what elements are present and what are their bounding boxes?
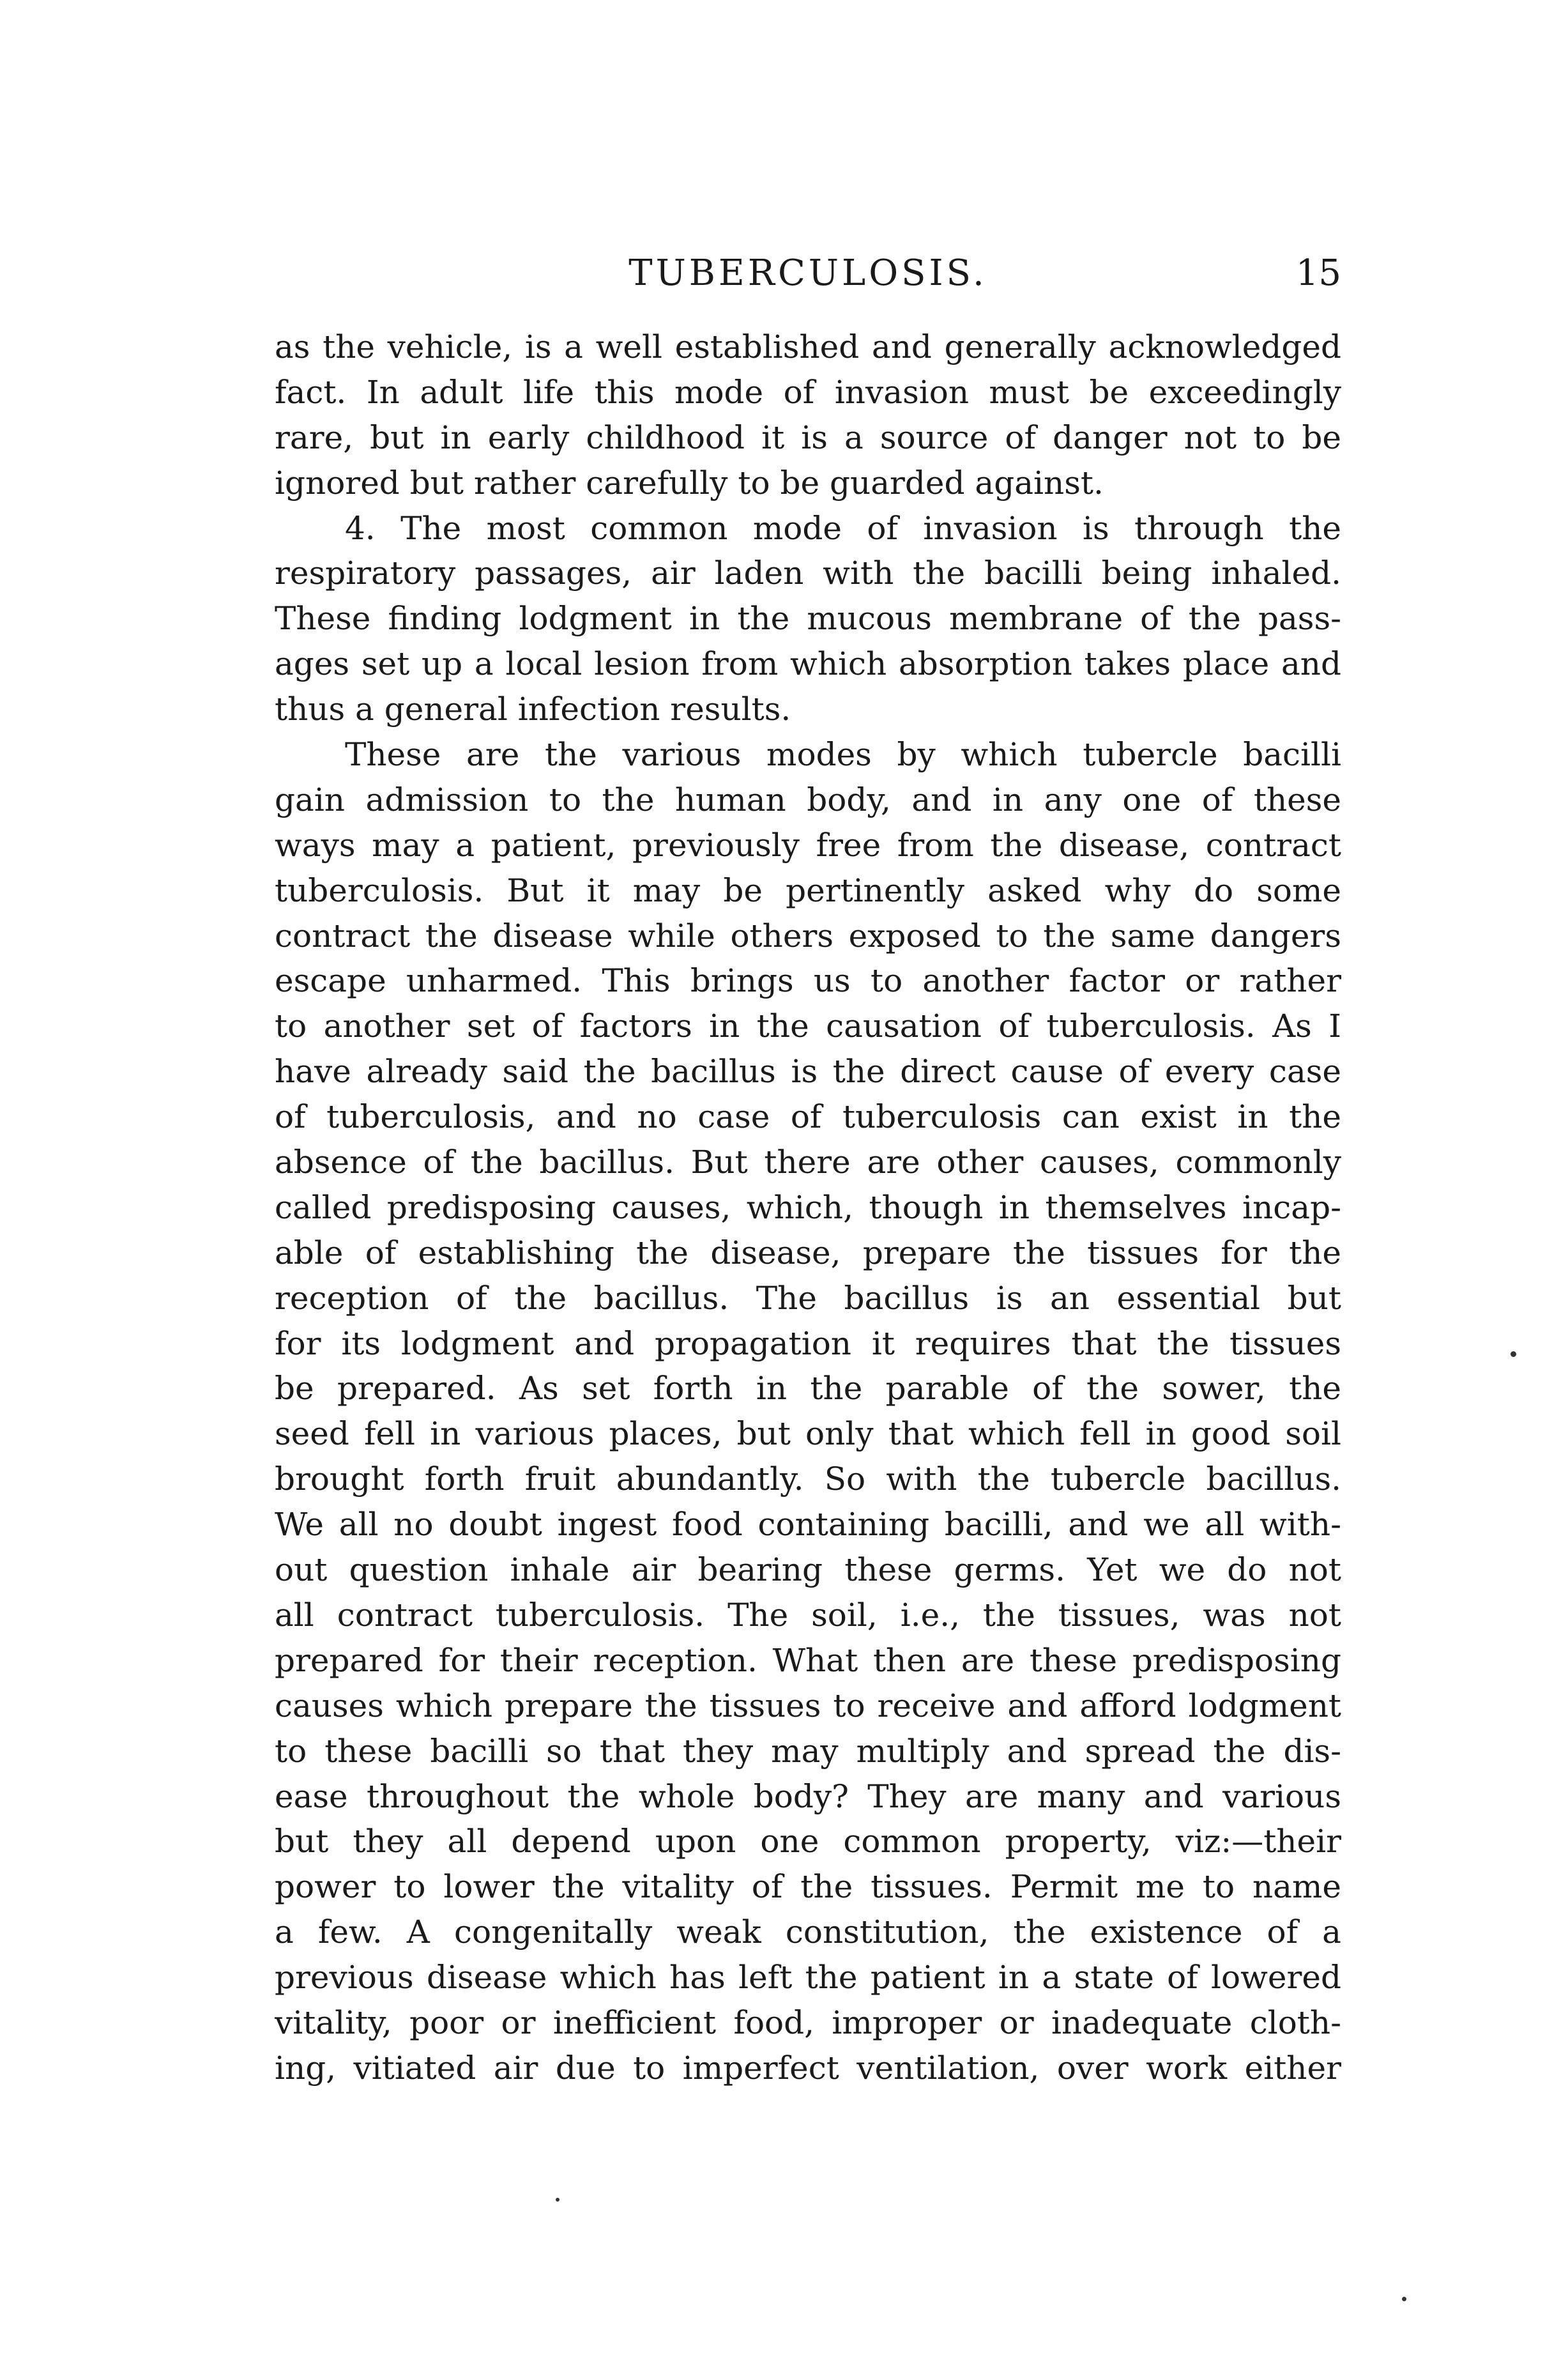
text-line: ignored but rather carefully to be guarded against. xyxy=(275,464,1104,502)
text-line: be prepared. As set forth in the parable of the sower, the xyxy=(275,1370,1341,1407)
text-line: gain admission to the human body, and in any one of these xyxy=(275,781,1341,818)
running-title: TUBERCULOSIS. xyxy=(628,252,987,294)
text-line: 4. The most common mode of invasion is through the xyxy=(345,509,1341,547)
text-line: all contract tuberculosis. The soil, i.e., the tissues, was not xyxy=(275,1596,1341,1634)
text-line: to these bacilli so that they may multiply and spread the dis- xyxy=(275,1732,1341,1770)
text-line: tuberculosis. But it may be pertinently asked why do some xyxy=(275,871,1341,909)
text-line: called predisposing causes, which, though in themselves incap- xyxy=(275,1188,1341,1226)
text-line: vitality, poor or inefficient food, improper or inadequate cloth- xyxy=(275,2004,1341,2041)
text-line: contract the disease while others exposed to the same dangers xyxy=(275,917,1341,954)
ink-speck xyxy=(556,2198,559,2202)
text-line: escape unharmed. This brings us to another factor or rather xyxy=(275,962,1341,1000)
body-text xyxy=(275,325,1341,2091)
text-line: These are the various modes by which tubercle bacilli xyxy=(345,736,1341,774)
text-line: reception of the bacillus. The bacillus is an essential but xyxy=(275,1279,1341,1317)
text-line: fact. In adult life this mode of invasion must be exceedingly xyxy=(275,373,1341,411)
text-line: previous disease which has left the patient in a state of lowered xyxy=(275,1959,1341,1997)
text-line: seed fell in various places, but only that which fell in good soil xyxy=(275,1415,1341,1453)
text-line: absence of the bacillus. But there are other causes, commonly xyxy=(275,1144,1341,1181)
text-line: thus a general infection results. xyxy=(275,691,791,728)
text-line: We all no doubt ingest food containing bacilli, and we all with- xyxy=(275,1506,1341,1544)
text-line: to another set of factors in the causation of tuberculosis. As I xyxy=(275,1008,1341,1045)
text-line: ing, vitiated air due to imperfect ventilation, over work either xyxy=(275,2049,1341,2087)
text-line: brought forth fruit abundantly. So with the tubercle bacillus. xyxy=(275,1460,1341,1498)
text-line: out question inhale air bearing these germs. Yet we do not xyxy=(275,1551,1341,1589)
text-line: ease throughout the whole body? They are many and various xyxy=(275,1777,1341,1815)
text-line: able of establishing the disease, prepare the tissues for the xyxy=(275,1234,1341,1271)
text-line: rare, but in early childhood it is a source of danger not to be xyxy=(275,418,1341,456)
running-head xyxy=(275,248,1341,299)
text-line: have already said the bacillus is the direct cause of every case xyxy=(275,1053,1341,1091)
text-line: prepared for their reception. What then are these predisposing xyxy=(275,1641,1341,1679)
ink-speck xyxy=(1511,1351,1516,1357)
text-line: ages set up a local lesion from which absorption takes place and xyxy=(275,645,1341,683)
text-line: a few. A congenitally weak constitution, the existence of a xyxy=(275,1913,1341,1951)
text-line: as the vehicle, is a well established and generally acknowledged xyxy=(275,328,1341,365)
text-line: but they all depend upon one common property, viz:—their xyxy=(275,1823,1341,1860)
text-line: power to lower the vitality of the tissues. Permit me to name xyxy=(275,1868,1341,1906)
text-line: of tuberculosis, and no case of tuberculosis can exist in the xyxy=(275,1098,1341,1136)
text-line: respiratory passages, air laden with the bacilli being inhaled. xyxy=(275,555,1341,592)
text-line: for its lodgment and propagation it requires that the tissues xyxy=(275,1324,1341,1362)
page-number: 15 xyxy=(1295,252,1341,294)
text-line: These finding lodgment in the mucous membrane of the pass- xyxy=(275,600,1341,638)
text-line: causes which prepare the tissues to receive and afford lodgment xyxy=(275,1687,1341,1724)
ink-speck xyxy=(1402,2297,1406,2301)
text-line: ways may a patient, previously free from the disease, contract xyxy=(275,826,1341,864)
